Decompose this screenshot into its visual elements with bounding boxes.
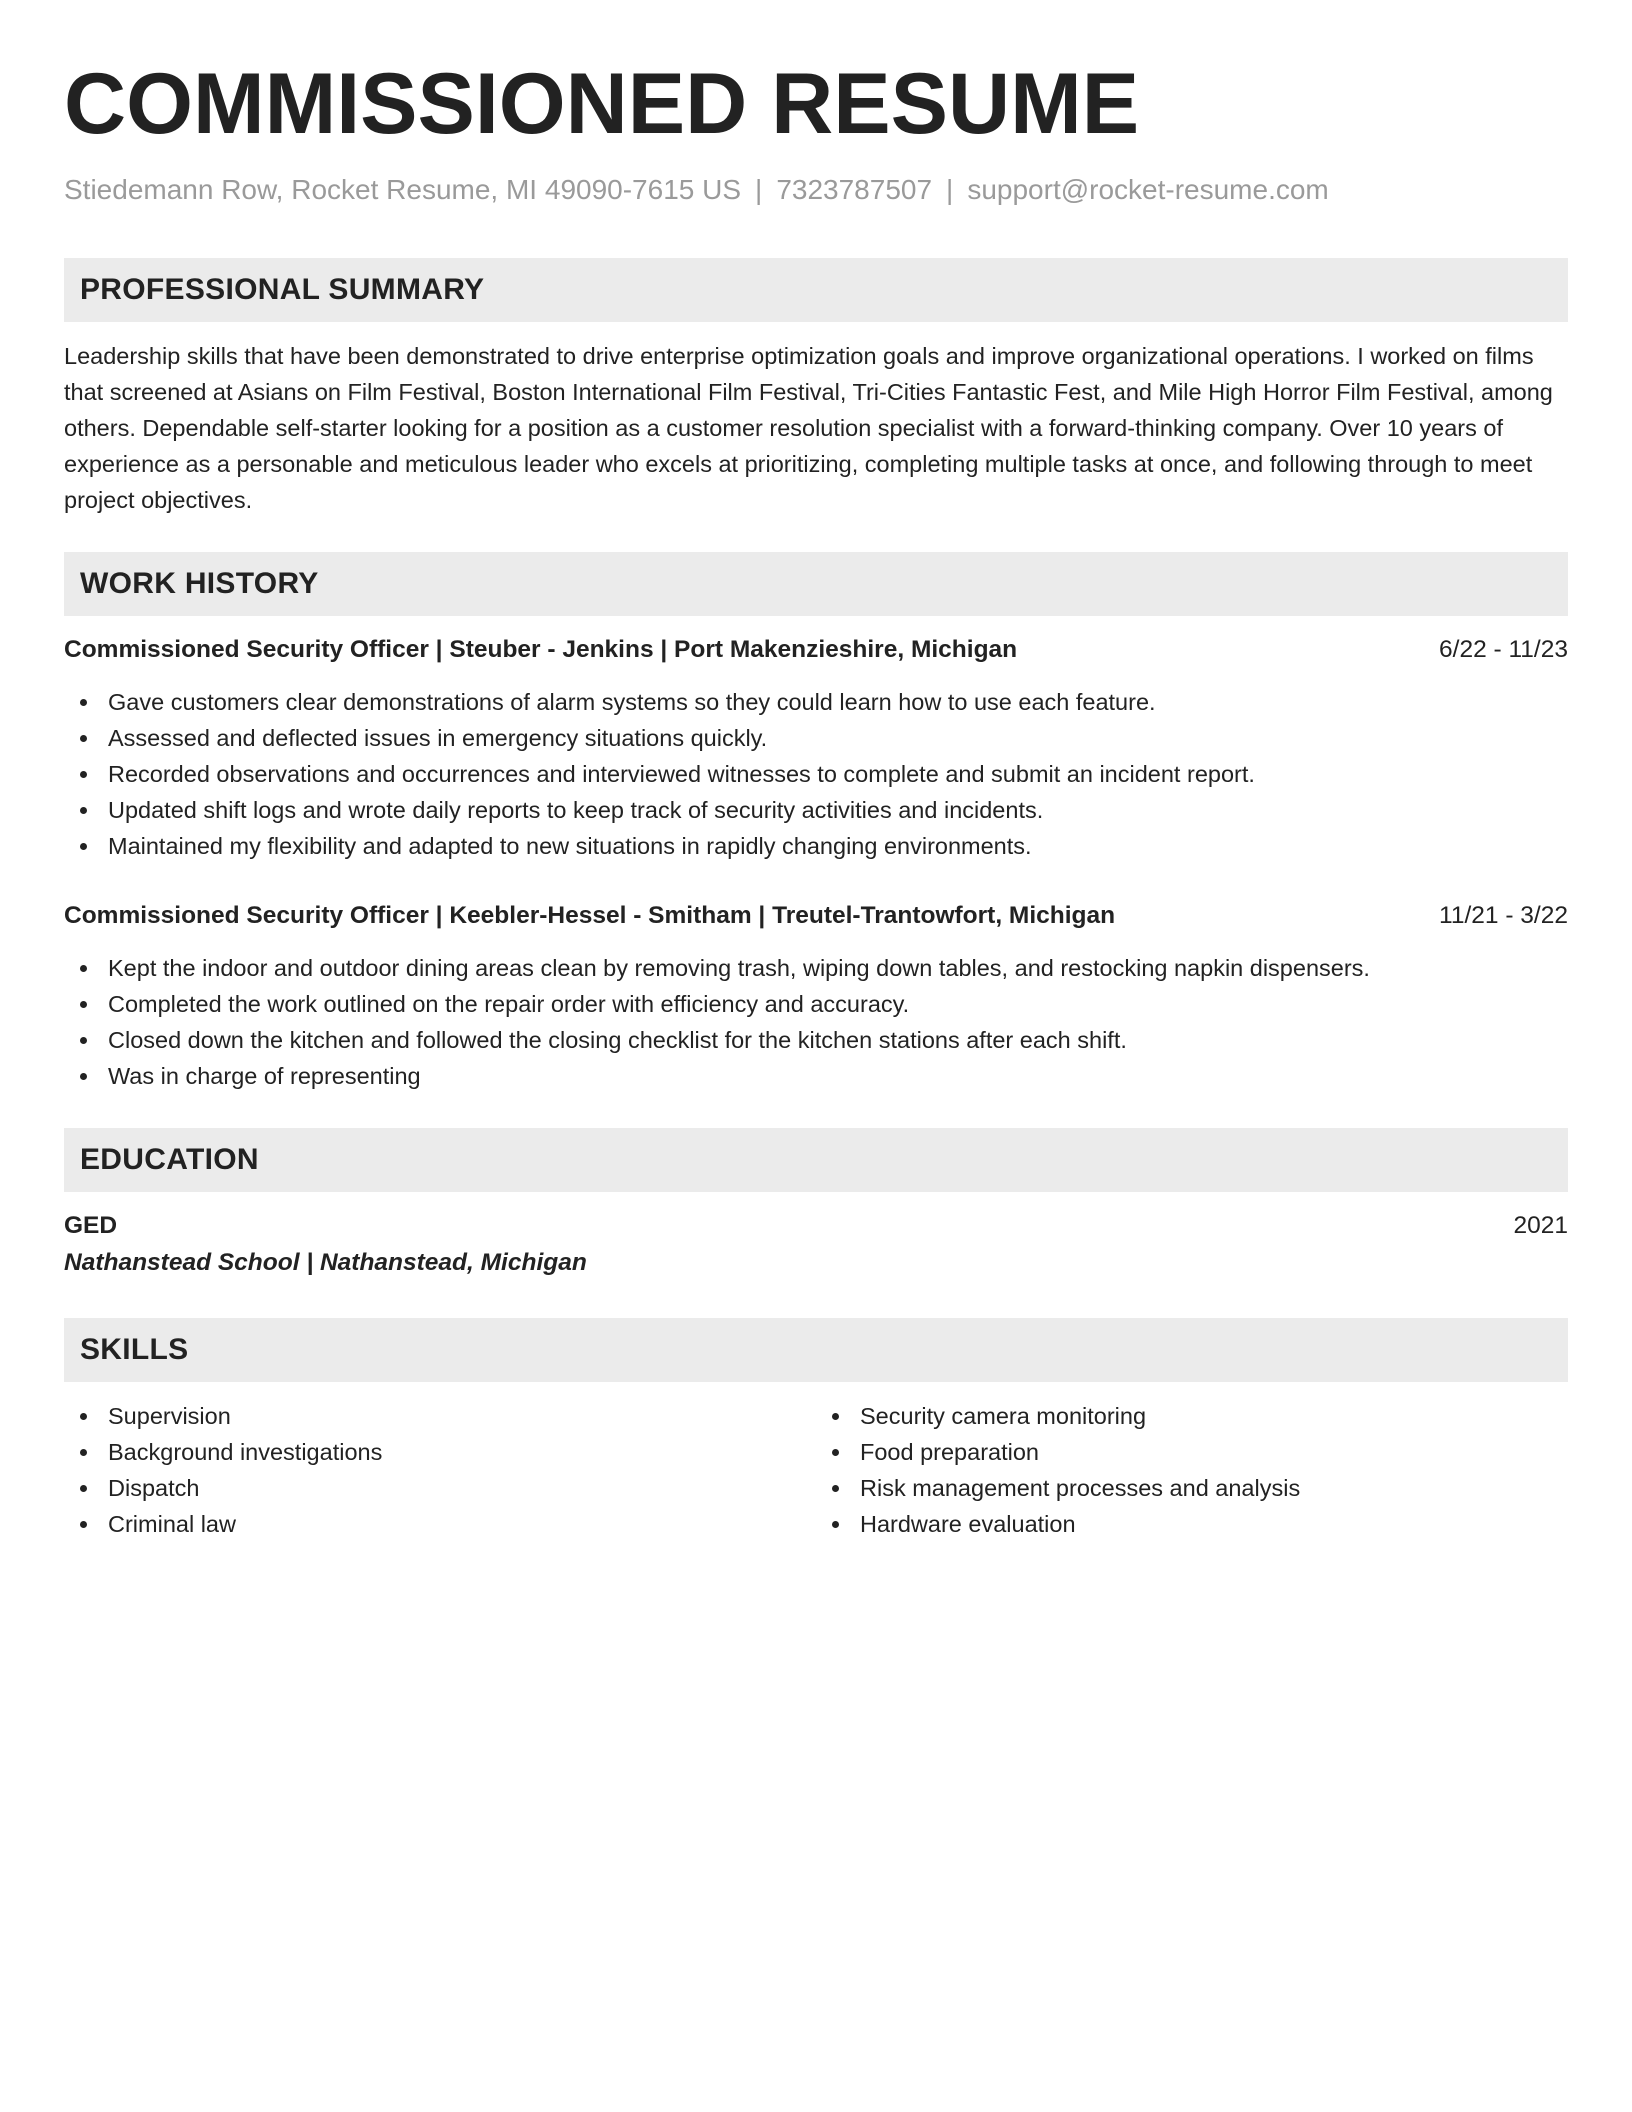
skill-item: Criminal law: [64, 1506, 816, 1542]
contact-line: [64, 172, 1568, 208]
skill-item: Risk management processes and analysis: [816, 1470, 1568, 1506]
section-header-education: EDUCATION: [64, 1128, 1568, 1192]
job-title-row: [64, 632, 1568, 668]
job-title-row: [64, 898, 1568, 934]
skill-item: Background investigations: [64, 1434, 816, 1470]
job-title: Commissioned Security Officer | Steuber - Jenkins | Port Makenzieshire, Michigan: [64, 636, 1018, 663]
job-bullets: [64, 684, 1568, 864]
resume-page: [64, 58, 1568, 1542]
skill-item: Food preparation: [816, 1434, 1568, 1470]
job-bullet: Updated shift logs and wrote daily reports to keep track of security activities and incidents.: [64, 792, 1568, 828]
contact-address: Stiedemann Row, Rocket Resume, MI 49090-7615 US: [64, 174, 742, 205]
skills-columns: [64, 1398, 1568, 1542]
skill-item: Hardware evaluation: [816, 1506, 1568, 1542]
summary-text: Leadership skills that have been demonstrated to drive enterprise optimization goals and improve organizational operations. I worked on films that screened at Asians on Film Festival, Boston International Film Festival, Tri-Cities Fantastic Fest, and Mile High Horror Film Festival, among others. Dependable self-starter looking for a position as a customer resolution specialist with a forward-thinking company. Over 10 years of experience as a personable and meticulous leader who excels at prioritizing, completing multiple tasks at once, and following through to meet project objectives.: [64, 343, 1553, 513]
job-bullet: Recorded observations and occurrences and interviewed witnesses to complete and submit an incident report.: [64, 756, 1568, 792]
job-bullet: Gave customers clear demonstrations of alarm systems so they could learn how to use each feature.: [64, 684, 1568, 720]
job-bullet: Maintained my flexibility and adapted to new situations in rapidly changing environments.: [64, 828, 1568, 864]
contact-separator: |: [755, 174, 763, 205]
education-row: [64, 1208, 1568, 1244]
skills-column-right: [816, 1398, 1568, 1542]
job-dates: 6/22 - 11/23: [1439, 636, 1568, 663]
section-header-work-history: WORK HISTORY: [64, 552, 1568, 616]
skills-list: [816, 1398, 1568, 1542]
section-header-skills: SKILLS: [64, 1318, 1568, 1382]
skill-item: Supervision: [64, 1398, 816, 1434]
education-degree: GED: [64, 1212, 118, 1239]
job-entry: [64, 898, 1568, 1094]
section-header-summary: PROFESSIONAL SUMMARY: [64, 258, 1568, 322]
contact-email: support@rocket-resume.com: [967, 174, 1329, 205]
job-title: Commissioned Security Officer | Keebler-Hessel - Smitham | Treutel-Trantowfort, Michigan: [64, 902, 1116, 929]
job-bullet: Completed the work outlined on the repair order with efficiency and accuracy.: [64, 986, 1568, 1022]
job-bullet: Closed down the kitchen and followed the closing checklist for the kitchen stations after each shift.: [64, 1022, 1568, 1058]
job-bullet: Kept the indoor and outdoor dining areas clean by removing trash, wiping down tables, and restocking napkin dispensers.: [64, 950, 1568, 986]
resume-name: COMMISSIONED RESUME: [64, 56, 1140, 152]
job-bullets: [64, 950, 1568, 1094]
skill-item: Security camera monitoring: [816, 1398, 1568, 1434]
job-dates: 11/21 - 3/22: [1439, 902, 1568, 929]
job-entry: [64, 632, 1568, 864]
education-year: 2021: [1513, 1212, 1568, 1239]
skills-column-left: [64, 1398, 816, 1542]
contact-phone: 7323787507: [776, 174, 933, 205]
education-school: Nathanstead School | Nathanstead, Michigan: [64, 1249, 587, 1276]
job-bullet: Was in charge of representing: [64, 1058, 1568, 1094]
skill-item: Dispatch: [64, 1470, 816, 1506]
skills-list: [64, 1398, 816, 1542]
job-bullet: Assessed and deflected issues in emergency situations quickly.: [64, 720, 1568, 756]
contact-separator: |: [946, 174, 954, 205]
